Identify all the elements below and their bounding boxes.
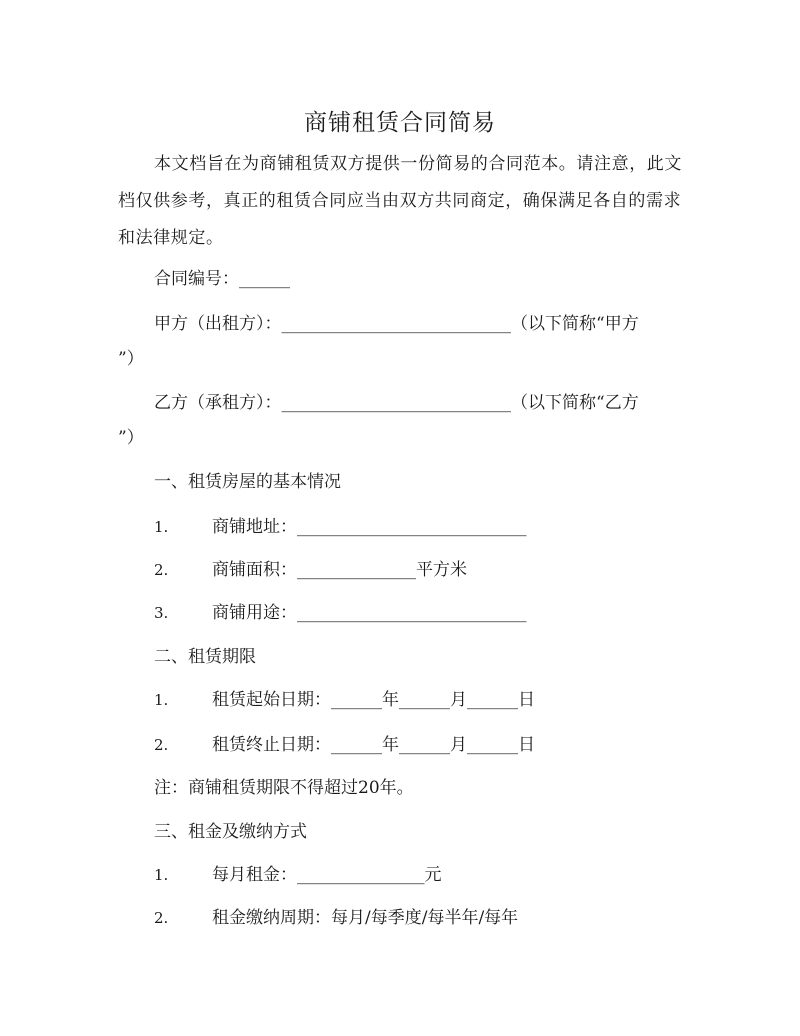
section-3-heading: 三、租金及缴纳方式 [154,822,307,842]
section-1-item [154,598,527,623]
item-text: 商铺面积：______________平方米 [212,560,467,580]
section-1-item [154,512,527,537]
item-number: 2. [154,909,169,927]
item-text: 每月租金：_______________元 [212,865,442,885]
contract-number-field: 合同编号：______ [154,269,290,289]
item-number: 2. [154,561,169,579]
section-3-item [154,903,518,928]
item-text: 租赁终止日期：______年______月______日 [212,735,535,755]
intro-paragraph: 本文档旨在为商铺租赁双方提供一份简易的合同范本。请注意，此文档仅供参考，真正的租赁合同应当由双方共同商定，确保满足各自的需求和法律规定。 [118,154,682,248]
party-a-line: 甲方（出租方）：___________________________（以下简称“甲方 [154,314,639,334]
section-2-item [154,685,535,710]
section-2-heading: 二、租赁期限 [154,647,256,667]
section-1-item [154,555,467,580]
document-title: 商铺租赁合同简易 [304,110,496,136]
item-number: 1. [154,691,169,709]
section-3-item [154,860,442,885]
item-number: 2. [154,736,169,754]
item-number: 1. [154,866,169,884]
party-b-line-continued: ”） [118,428,144,448]
section-2-note: 注：商铺租赁期限不得超过20年。 [154,778,414,798]
party-b-line: 乙方（承租方）：___________________________（以下简称“乙方 [154,393,639,413]
section-1-heading: 一、租赁房屋的基本情况 [154,472,341,492]
item-number: 1. [154,518,169,536]
section-2-item [154,730,535,755]
item-text: 商铺用途：___________________________ [212,603,527,623]
party-a-line-continued: ”） [118,349,144,369]
item-number: 3. [154,604,169,622]
item-text: 租赁起始日期：______年______月______日 [212,690,535,710]
item-text: 租金缴纳周期：每月/每季度/每半年/每年 [212,908,519,928]
item-text: 商铺地址：___________________________ [212,517,527,537]
